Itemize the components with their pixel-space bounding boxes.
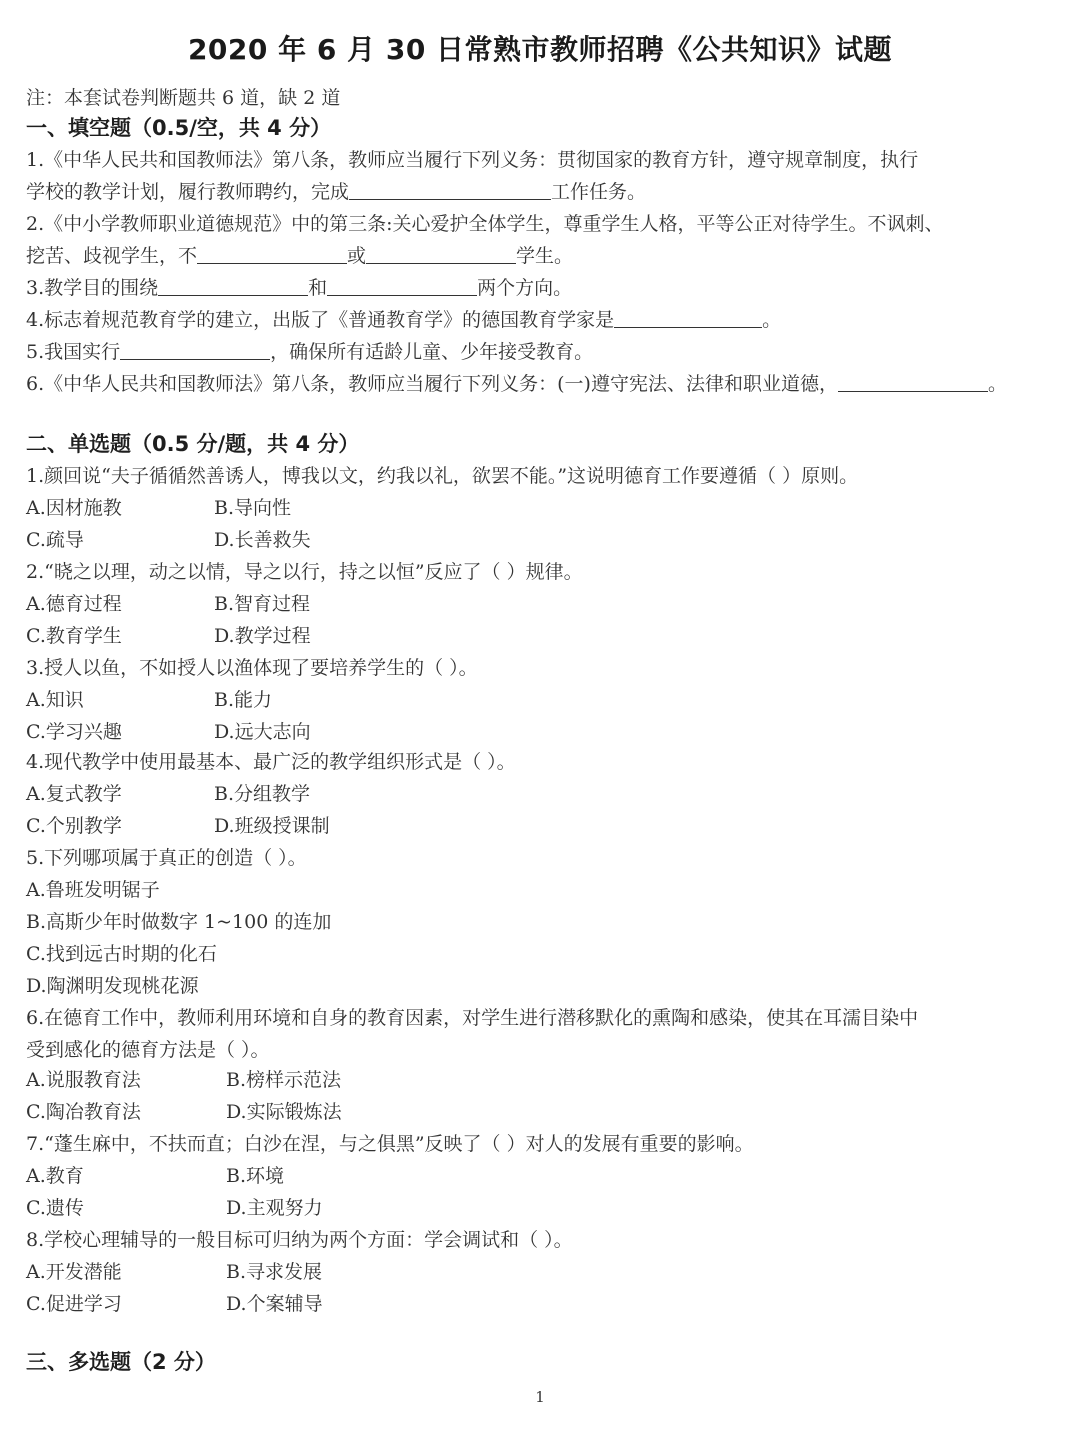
page-number: 1 [535, 1388, 545, 1406]
option-d: D.教学过程 [214, 625, 311, 647]
option-c: C.学习兴趣 [26, 721, 122, 743]
answer-blank [838, 373, 988, 392]
fill-question-1-line-1: 1.《中华人民共和国教师法》第八条，教师应当履行下列义务：贯彻国家的教育方针，遵守规章制度，执行 [26, 149, 919, 171]
fill-question-5 [26, 340, 593, 364]
fill-question-6-tail: 。 [987, 373, 1007, 395]
choice-question-7: 7.“蓬生麻中，不扶而直；白沙在涅，与之俱黑”反映了（ ）对人的发展有重要的影响。 [26, 1133, 754, 1155]
option-c: C.找到远古时期的化石 [26, 943, 217, 965]
fill-question-3-tail: 两个方向。 [477, 277, 573, 299]
option-a: A.德育过程 [26, 593, 122, 615]
option-d: D.主观努力 [226, 1197, 323, 1219]
fill-question-4-text: 4.标志着规范教育学的建立，出版了《普通教育学》的德国教育学家是 [26, 309, 615, 331]
option-a: A.开发潜能 [26, 1261, 122, 1283]
choice-question-6-line-2: 受到感化的德育方法是（ ）。 [26, 1039, 270, 1061]
option-d: D.陶渊明发现桃花源 [26, 975, 199, 997]
option-c: C.陶冶教育法 [26, 1101, 141, 1123]
choice-question-1: 1.颜回说“夫子循循然善诱人，博我以文，约我以礼，欲罢不能。”这说明德育工作要遵循（ ）原则。 [26, 465, 859, 487]
answer-blank [327, 277, 477, 296]
option-c: C.个别教学 [26, 815, 122, 837]
choice-question-5: 5.下列哪项属于真正的创造（ ）。 [26, 847, 307, 869]
fill-question-3-text: 3.教学目的围绕 [26, 277, 159, 299]
option-d: D.班级授课制 [214, 815, 330, 837]
option-b: B.智育过程 [214, 593, 311, 615]
answer-blank [120, 341, 270, 360]
choice-question-2: 2.“晓之以理，动之以情，导之以行，持之以恒”反应了（ ）规律。 [26, 561, 583, 583]
fill-question-1-line-2 [26, 180, 646, 204]
option-d: D.远大志向 [214, 721, 311, 743]
option-b: B.导向性 [214, 497, 292, 519]
fill-question-4-tail: 。 [762, 309, 782, 331]
option-d: D.长善救失 [214, 529, 311, 551]
option-c: C.疏导 [26, 529, 84, 551]
fill-question-2-text: 挖苦、歧视学生，不 [26, 245, 198, 267]
fill-question-3 [26, 276, 572, 300]
option-a: A.复式教学 [26, 783, 122, 805]
page-title: 2020 年 6 月 30 日常熟市教师招聘《公共知识》试题 [187, 33, 893, 66]
section-heading-multiple-choice: 三、多选题（2 分） [26, 1350, 216, 1374]
fill-question-4 [26, 308, 781, 332]
option-a: A.说服教育法 [26, 1069, 141, 1091]
fill-question-5-text: 5.我国实行 [26, 341, 121, 363]
choice-question-3: 3.授人以鱼，不如授人以渔体现了要培养学生的（ ）。 [26, 657, 478, 679]
fill-question-2-or: 或 [347, 245, 367, 267]
answer-blank [158, 277, 308, 296]
option-c: C.促进学习 [26, 1293, 122, 1315]
answer-blank [197, 245, 347, 264]
option-c: C.遗传 [26, 1197, 84, 1219]
option-b: B.寻求发展 [226, 1261, 323, 1283]
option-a: A.知识 [26, 689, 84, 711]
answer-blank [349, 181, 551, 200]
option-a: A.因材施教 [26, 497, 122, 519]
fill-question-1-text: 学校的教学计划，履行教师聘约，完成 [26, 181, 350, 203]
option-b: B.榜样示范法 [226, 1069, 342, 1091]
option-d: D.个案辅导 [226, 1293, 323, 1315]
option-b: B.高斯少年时做数字 1~100 的连加 [26, 911, 332, 933]
option-b: B.分组教学 [214, 783, 311, 805]
choice-question-4: 4.现代教学中使用最基本、最广泛的教学组织形式是（ ）。 [26, 751, 516, 773]
option-c: C.教育学生 [26, 625, 122, 647]
answer-blank [366, 245, 516, 264]
choice-question-8: 8.学校心理辅导的一般目标可归纳为两个方面：学会调试和（ ）。 [26, 1229, 573, 1251]
choice-question-6-line-1: 6.在德育工作中，教师利用环境和自身的教育因素，对学生进行潜移默化的熏陶和感染，使其在耳濡目染中 [26, 1007, 919, 1029]
fill-question-2-line-1: 2.《中小学教师职业道德规范》中的第三条:关心爱护全体学生，尊重学生人格，平等公正对待学生。不讽刺、 [26, 213, 944, 235]
option-a: A.鲁班发明锯子 [26, 879, 160, 901]
exam-note: 注：本套试卷判断题共 6 道，缺 2 道 [26, 87, 341, 109]
fill-question-2-line-2 [26, 244, 573, 268]
section-heading-single-choice: 二、单选题（0.5 分/题，共 4 分） [26, 432, 360, 456]
fill-question-6-text: 6.《中华人民共和国教师法》第八条，教师应当履行下列义务：(一)遵守宪法、法律和职业道德， [26, 373, 838, 395]
fill-question-5-tail: ，确保所有适龄儿童、少年接受教育。 [270, 341, 594, 363]
option-a: A.教育 [26, 1165, 84, 1187]
section-heading-fill-blank: 一、填空题（0.5/空，共 4 分） [26, 116, 332, 140]
fill-question-3-and: 和 [308, 277, 328, 299]
fill-question-1-tail: 工作任务。 [551, 181, 647, 203]
answer-blank [614, 309, 762, 328]
fill-question-2-tail: 学生。 [516, 245, 574, 267]
fill-question-6 [26, 372, 1007, 396]
option-b: B.能力 [214, 689, 273, 711]
option-b: B.环境 [226, 1165, 285, 1187]
option-d: D.实际锻炼法 [226, 1101, 342, 1123]
